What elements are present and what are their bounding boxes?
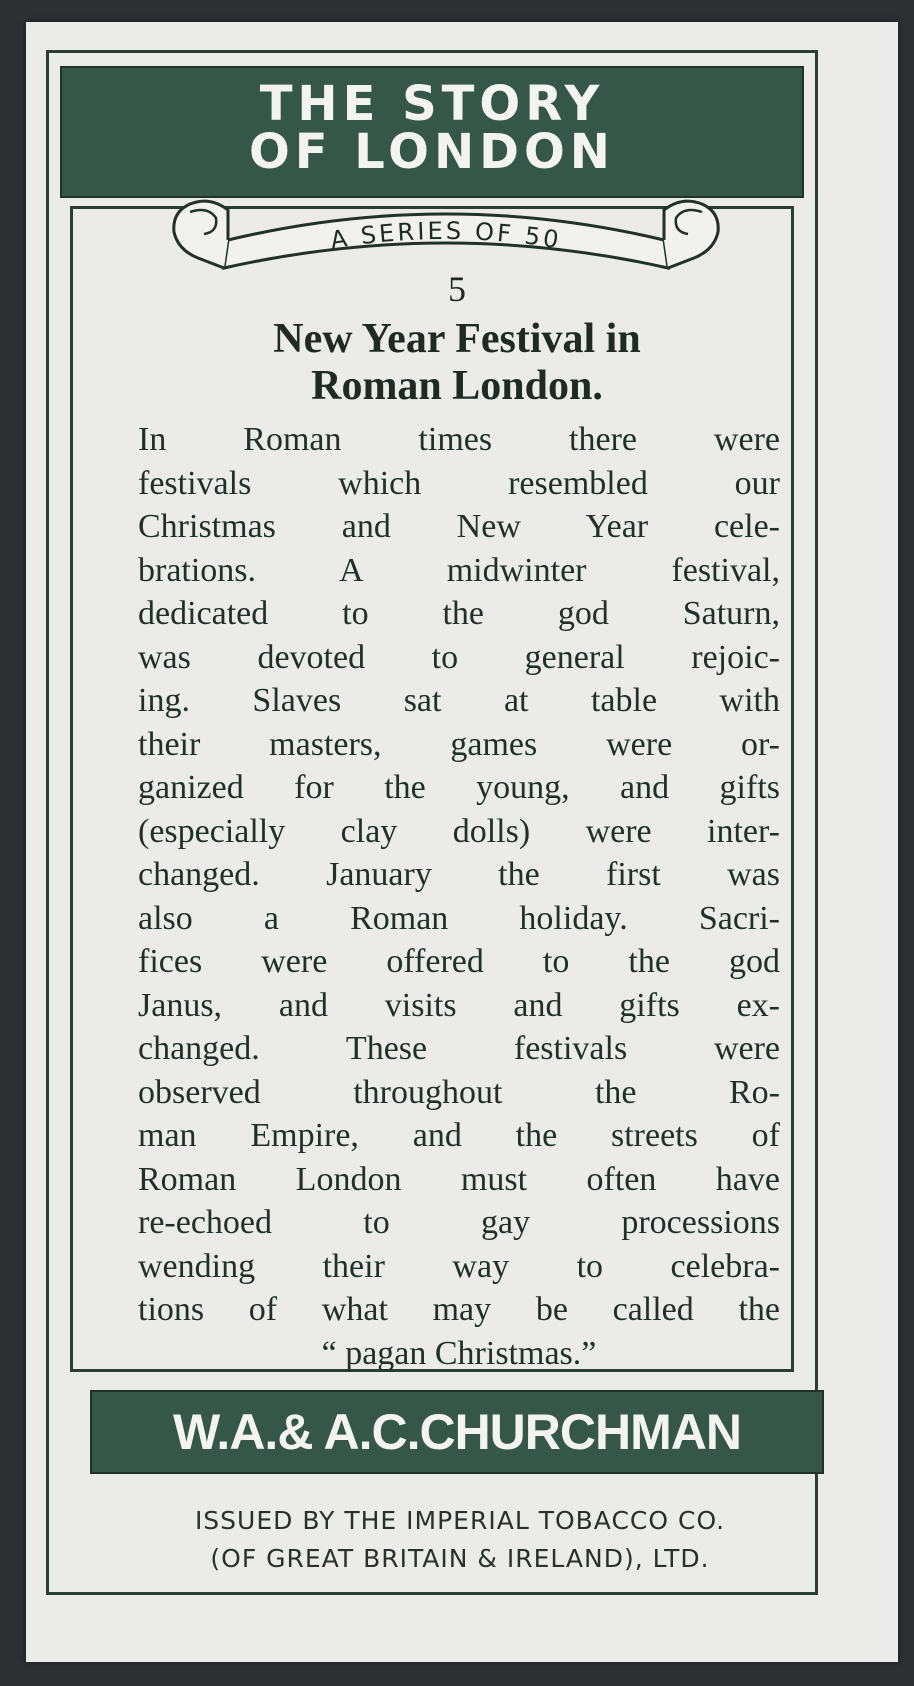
body-line: dedicated to the god Saturn, [138, 595, 780, 632]
body-line: fices were offered to the god [138, 943, 780, 980]
card-body [138, 418, 780, 1375]
body-line: In Roman times there were [138, 421, 780, 458]
body-line: re-echoed to gay processions [138, 1204, 780, 1241]
body-line: changed. These festivals were [138, 1030, 780, 1067]
series-banner [60, 66, 804, 198]
body-line: (especially clay dolls) were inter- [138, 812, 780, 850]
body-line: tions of what may be called the [138, 1291, 780, 1328]
body-line: festivals which resembled our [138, 464, 780, 502]
issuer-line: ISSUED BY THE IMPERIAL TOBACCO CO. (OF GREAT BRITAIN & IRELAND), LTD. [194, 1506, 726, 1573]
body-line: changed. January the first was [138, 856, 780, 893]
maker-name: W.A.& A.C.CHURCHMAN [173, 1404, 741, 1460]
card-number: 5 [448, 269, 466, 309]
maker-banner [90, 1390, 824, 1474]
body-line: man Empire, and the streets of [138, 1117, 780, 1154]
body-line: wending their way to celebra- [138, 1247, 780, 1285]
body-line: Christmas and New Year cele- [138, 508, 780, 545]
body-line: was devoted to general rejoic- [138, 638, 780, 676]
series-note: A SERIES OF 50 [328, 216, 564, 255]
body-line: ganized for the young, and gifts [138, 769, 780, 806]
card-title: New Year Festival in Roman London. [273, 316, 641, 409]
body-line: also a Roman holiday. Sacri- [138, 899, 780, 937]
body-line: ing. Slaves sat at table with [138, 682, 780, 719]
body-line: observed throughout the Ro- [138, 1073, 780, 1111]
series-title: THE STORY OF LONDON [249, 76, 615, 180]
body-line: Janus, and visits and gifts ex- [138, 986, 780, 1024]
body-line: “ pagan Christmas.” [321, 1334, 597, 1372]
body-line: brations. A midwinter festival, [138, 551, 780, 589]
body-line: Roman London must often have [138, 1160, 780, 1198]
body-line: their masters, games were or- [138, 725, 780, 763]
